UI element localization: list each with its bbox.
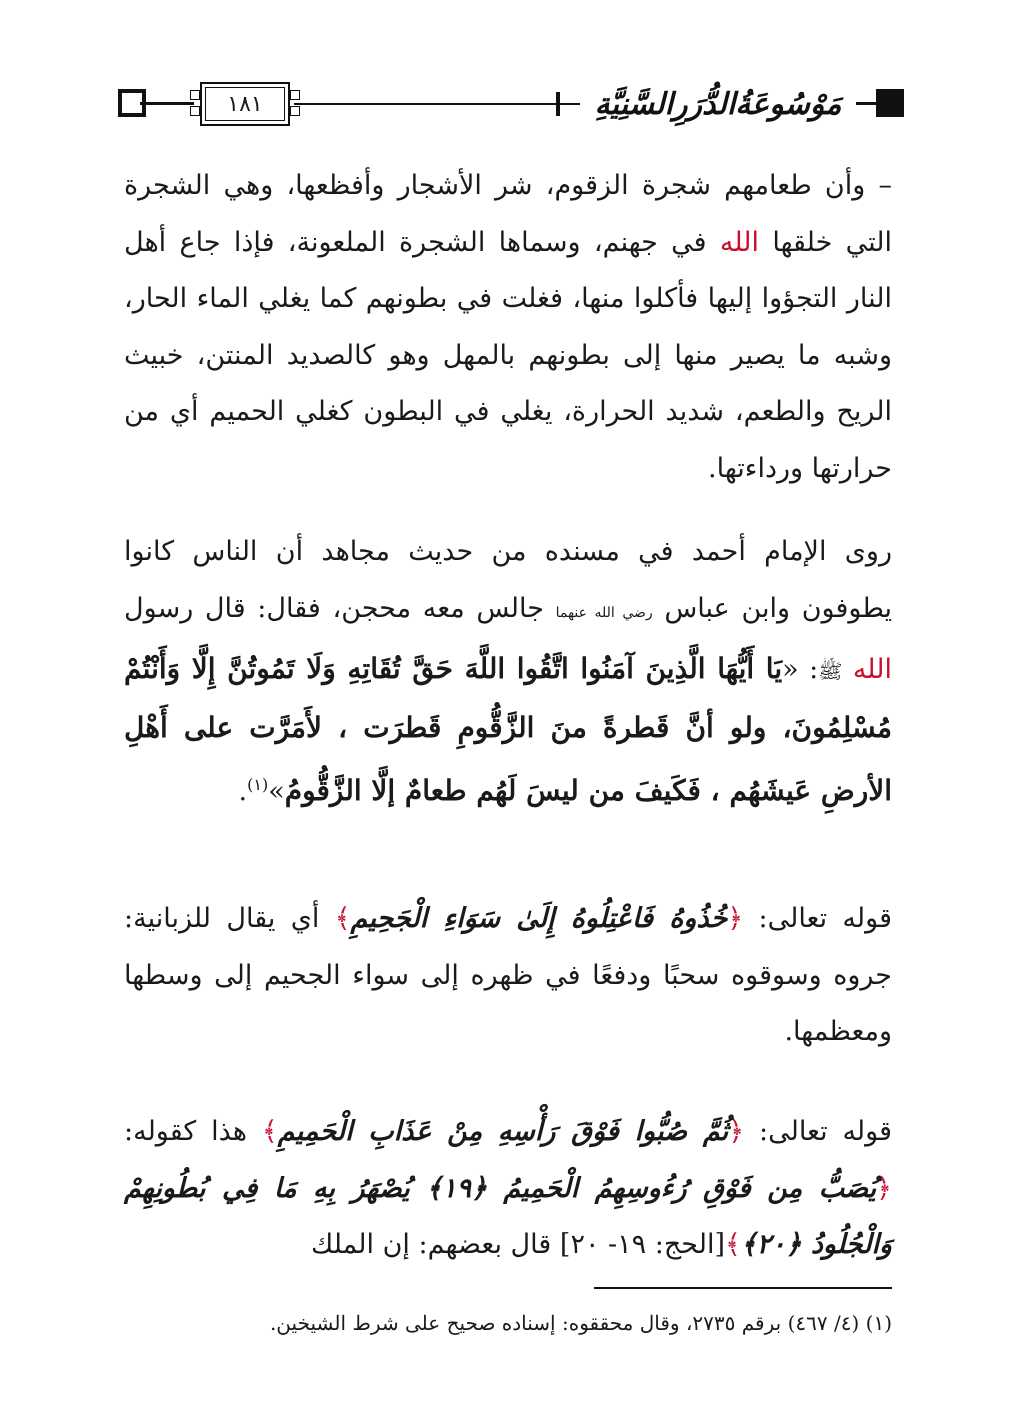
text: [الحج: ١٩- ٢٠] قال بعضهم: إن الملك [310,1229,725,1260]
text: – وأن طعامهم شجرة الزقوم، شر الأشجار وأفظعها، وهي الشجرة التي خلقها [124,170,892,258]
quran-bracket: ﴿ [728,1116,745,1147]
text: جالس معه محجن، فقال: قال رسول [124,592,556,624]
paragraph [124,1104,892,1274]
text: : « [782,654,819,685]
text: قوله تعالى: [744,1116,893,1147]
text: قوله تعالى: [743,903,892,934]
quran-verse: يُصَبُّ مِن فَوْقِ رُءُوسِهِمُ الْحَمِيمُ ﴿١٩﴾ يُصْهَرُ بِهِ مَا فِي بُطُونِهِمْ وَالْجُلُودُ ﴿٢٠﴾ [124,1172,892,1260]
honorific-glyph: ﷺ [818,659,843,683]
page-number: ١٨١ [227,91,263,117]
paragraph [124,158,892,497]
header-divider [556,92,560,116]
text: . [238,776,248,807]
quran-bracket: ﴾ [261,1116,278,1147]
quran-verse: ثُمَّ صُبُّوا فَوْقَ رَأْسِهِ مِنْ عَذَابِ الْحَمِيمِ [277,1116,729,1147]
paragraph [124,891,892,1061]
quran-bracket: ﴿ [876,1172,892,1204]
paragraph [124,524,892,821]
text: هذا كقوله: [124,1116,262,1147]
page-header [118,78,898,132]
quran-bracket: ﴾ [725,1229,741,1260]
quran-bracket: ﴾ [334,903,351,934]
text: روى الإمام أحمد في مسنده من حديث مجاهد أن الناس كانوا يطوفون وابن عباس [124,536,893,624]
hadith-quote: يَا أَيُّهَا الَّذِينَ آمَنُوا اتَّقُوا اللَّهَ حَقَّ تُقَاتِهِ وَلَا تَمُوتُنَّ إِلَّا وَأَنْتُمْ مُسْلِمُونَ، ولو أنَّ قَطرةً منَ الزَّقُّومِ قَطرَت ، لأَمَرَّت على أَهْلِ الأرضِ عَيشَهُم ، فَكَيفَ من ليسَ لَهُم طعامٌ إلَّا الزَّقُّومُ [124,652,892,807]
header-ornament-square [876,89,904,117]
text: أي يقال للزبانية: جروه وسوقوه سحبًا ودفعًا في ظهره إلى سواء الجحيم إلى وسطها ومعظمها. [124,903,892,1047]
text: » [268,776,285,807]
page-number-box [200,82,290,126]
text: في جهنم، وسماها الشجرة الملعونة، فإذا جاع أهل النار التجؤوا إليها فأكلوا منها، فغلت في بطونهم كما يغلي الماء الحار، وشبه ما يصير منها إلى بطونهم بالمهل وهو كالصديد المنتن، خبيث الريح والطعم، شديد الحرارة، يغلي في البطون كغلي الحميم أي من حرارتها ورداءتها. [124,226,892,484]
header-rule [140,102,194,105]
footnote: (١) (٤/ ٤٦٧) برقم ٢٧٣٥، وقال محققوه: إسناده صحيح على شرط الشيخين. [269,1311,892,1335]
footnote-ref: (١) [247,775,269,794]
quran-bracket: ﴿ [727,903,744,934]
honorific-glyph: رضي الله عنهما [555,604,653,621]
footnote-separator [594,1287,892,1289]
header-rule [294,103,580,105]
divine-name: الله [852,654,892,685]
book-title: مَوْسُوعَةُالدُّرَرِالسَّنِيَّةِ [594,86,842,122]
quran-verse: خُذُوهُ فَاعْتِلُوهُ إِلَىٰ سَوَاءِ الْجَحِيمِ [350,903,728,934]
divine-name: الله [719,226,760,258]
